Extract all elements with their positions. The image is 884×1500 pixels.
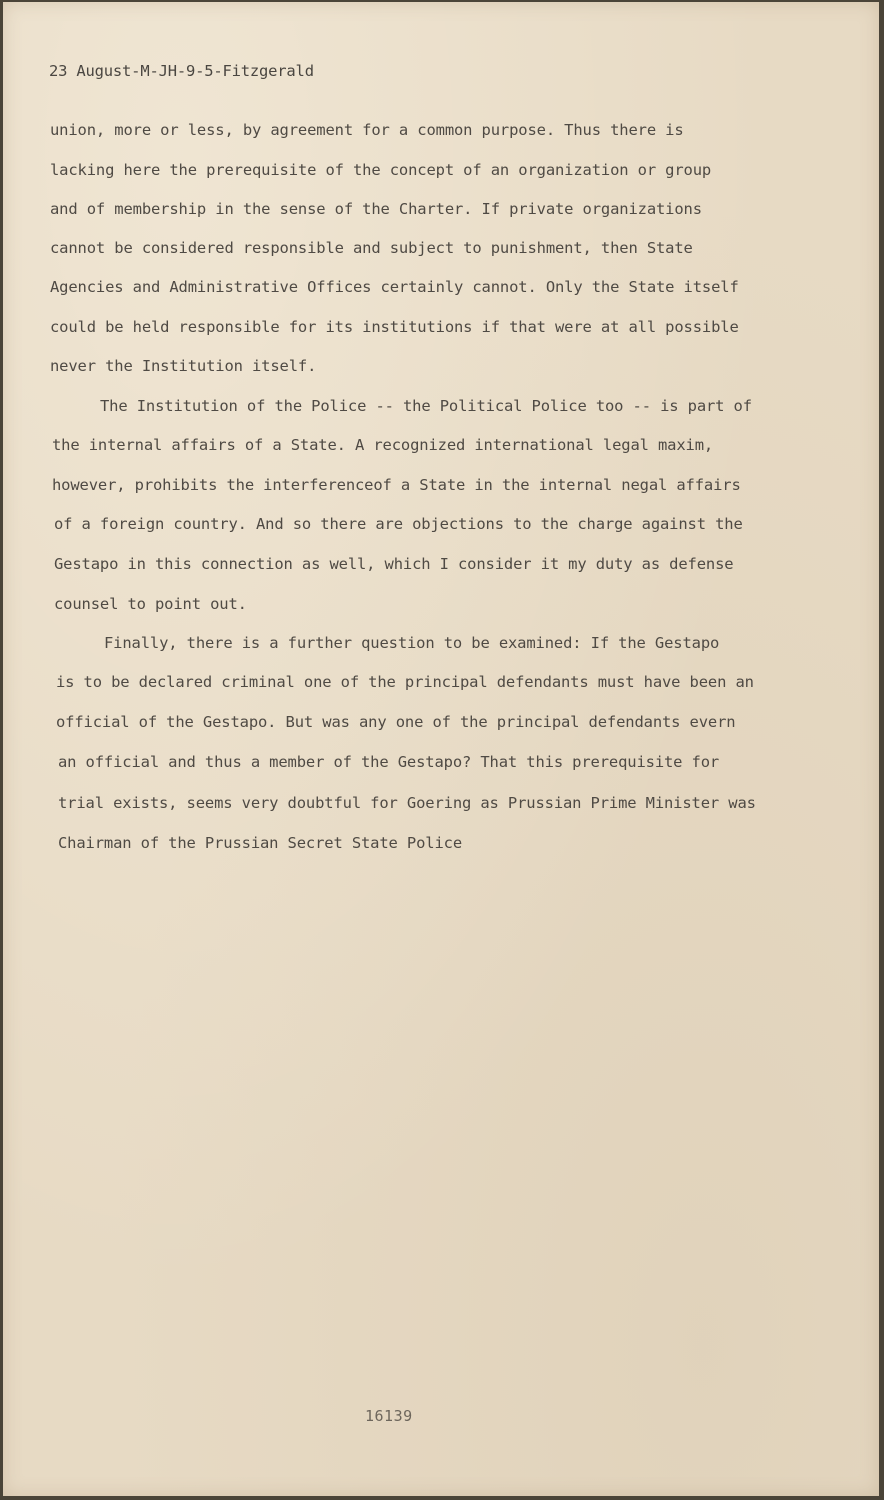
text-line-8: The Institution of the Police -- the Political Police too -- is part of bbox=[100, 397, 752, 415]
text-line-7: never the Institution itself. bbox=[50, 357, 317, 375]
text-line-10: however, prohibits the interferenceof a State in the internal negal affairs bbox=[52, 476, 741, 494]
text-line-3: and of membership in the sense of the Charter. If private organizations bbox=[50, 200, 702, 218]
text-line-15: is to be declared criminal one of the principal defendants must have been an bbox=[56, 673, 754, 691]
document-header: 23 August-M-JH-9-5-Fitzgerald bbox=[49, 62, 314, 80]
text-line-5: Agencies and Administrative Offices certainly cannot. Only the State itself bbox=[50, 278, 739, 296]
text-line-16: official of the Gestapo. But was any one of the principal defendants evern bbox=[56, 713, 736, 731]
text-line-2: lacking here the prerequisite of the concept of an organization or group bbox=[50, 161, 712, 179]
text-line-12: Gestapo in this connection as well, which I consider it my duty as defense bbox=[54, 555, 734, 573]
text-line-18: trial exists, seems very doubtful for Goering as Prussian Prime Minister was bbox=[58, 794, 756, 812]
text-line-19: Chairman of the Prussian Secret State Police bbox=[58, 834, 462, 852]
text-line-4: cannot be considered responsible and subject to punishment, then State bbox=[50, 239, 693, 257]
text-line-13: counsel to point out. bbox=[54, 595, 247, 613]
text-line-17: an official and thus a member of the Gestapo? That this prerequisite for bbox=[58, 753, 720, 771]
text-line-1: union, more or less, by agreement for a common purpose. Thus there is bbox=[50, 121, 684, 139]
page-number: 16139 bbox=[365, 1407, 413, 1425]
text-line-11: of a foreign country. And so there are objections to the charge against the bbox=[54, 515, 743, 533]
text-line-6: could be held responsible for its institutions if that were at all possible bbox=[50, 318, 739, 336]
text-line-14: Finally, there is a further question to be examined: If the Gestapo bbox=[104, 634, 720, 652]
text-line-9: the internal affairs of a State. A recognized international legal maxim, bbox=[52, 436, 714, 454]
document-page bbox=[3, 2, 879, 1496]
